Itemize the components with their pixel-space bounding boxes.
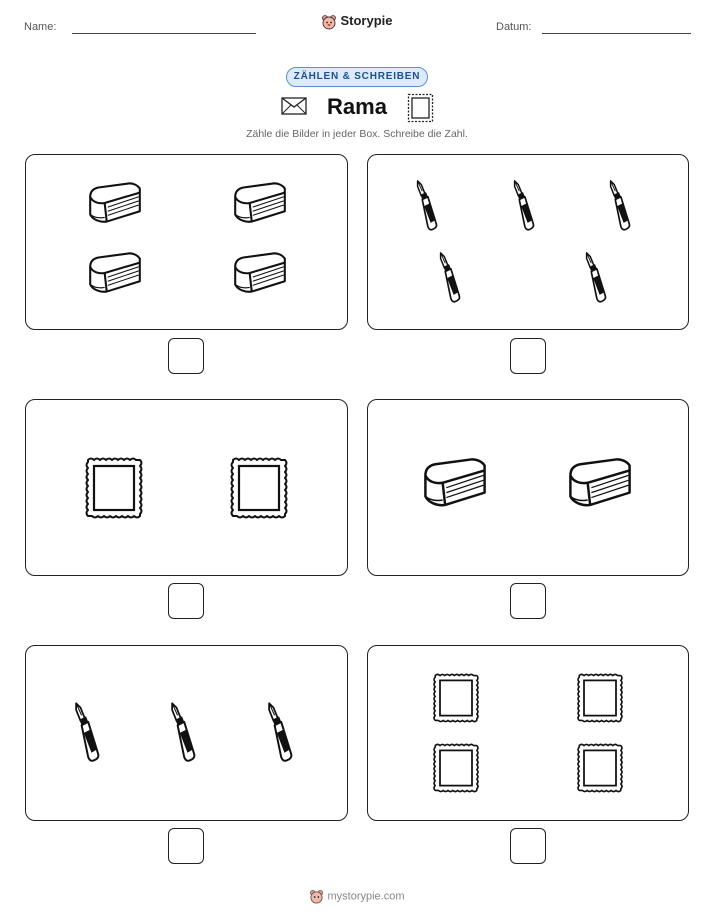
category-badge: ZÄHLEN & SCHREIBEN xyxy=(286,67,428,87)
counting-box-6 xyxy=(367,645,689,821)
book-icon xyxy=(84,250,146,298)
book-icon xyxy=(229,250,291,298)
answer-box-5[interactable] xyxy=(168,828,204,864)
fountain-pen-icon xyxy=(411,179,441,235)
answer-box-6[interactable] xyxy=(510,828,546,864)
stamp-icon xyxy=(84,456,144,520)
stamp-icon xyxy=(576,672,624,724)
answer-box-1[interactable] xyxy=(168,338,204,374)
counting-box-5 xyxy=(25,645,348,821)
fountain-pen-icon xyxy=(163,701,201,767)
stamp-icon xyxy=(432,742,480,794)
page-title: Rama xyxy=(327,94,387,119)
answer-box-4[interactable] xyxy=(510,583,546,619)
storypie-logo-icon xyxy=(321,14,337,30)
counting-box-2 xyxy=(367,154,689,330)
stamp-icon xyxy=(432,672,480,724)
fountain-pen-icon xyxy=(604,179,634,235)
fountain-pen-icon xyxy=(508,179,538,235)
instructions: Zähle die Bilder in jeder Box. Schreibe die Zahl. xyxy=(246,128,468,140)
book-icon xyxy=(229,180,291,228)
book-icon xyxy=(84,180,146,228)
brand xyxy=(0,13,714,30)
name-label: Name: xyxy=(24,21,57,33)
counting-box-1 xyxy=(25,154,348,330)
date-line[interactable] xyxy=(542,33,691,34)
name-line[interactable] xyxy=(72,33,256,34)
date-label: Datum: xyxy=(496,21,532,33)
storypie-logo-icon xyxy=(309,889,324,904)
answer-box-3[interactable] xyxy=(168,583,204,619)
answer-box-2[interactable] xyxy=(510,338,546,374)
stamp-icon xyxy=(576,742,624,794)
footer xyxy=(0,889,714,904)
stamp-icon xyxy=(407,93,434,123)
book-icon xyxy=(418,454,492,514)
fountain-pen-icon xyxy=(67,701,105,767)
fountain-pen-icon xyxy=(580,251,610,307)
brand-name: Storypie xyxy=(340,13,393,28)
book-icon xyxy=(563,454,637,514)
stamp-icon xyxy=(229,456,289,520)
fountain-pen-icon xyxy=(260,701,298,767)
counting-box-3 xyxy=(25,399,348,576)
footer-url[interactable]: mystorypie.com xyxy=(327,890,405,903)
counting-box-4 xyxy=(367,399,689,576)
fountain-pen-icon xyxy=(434,251,464,307)
